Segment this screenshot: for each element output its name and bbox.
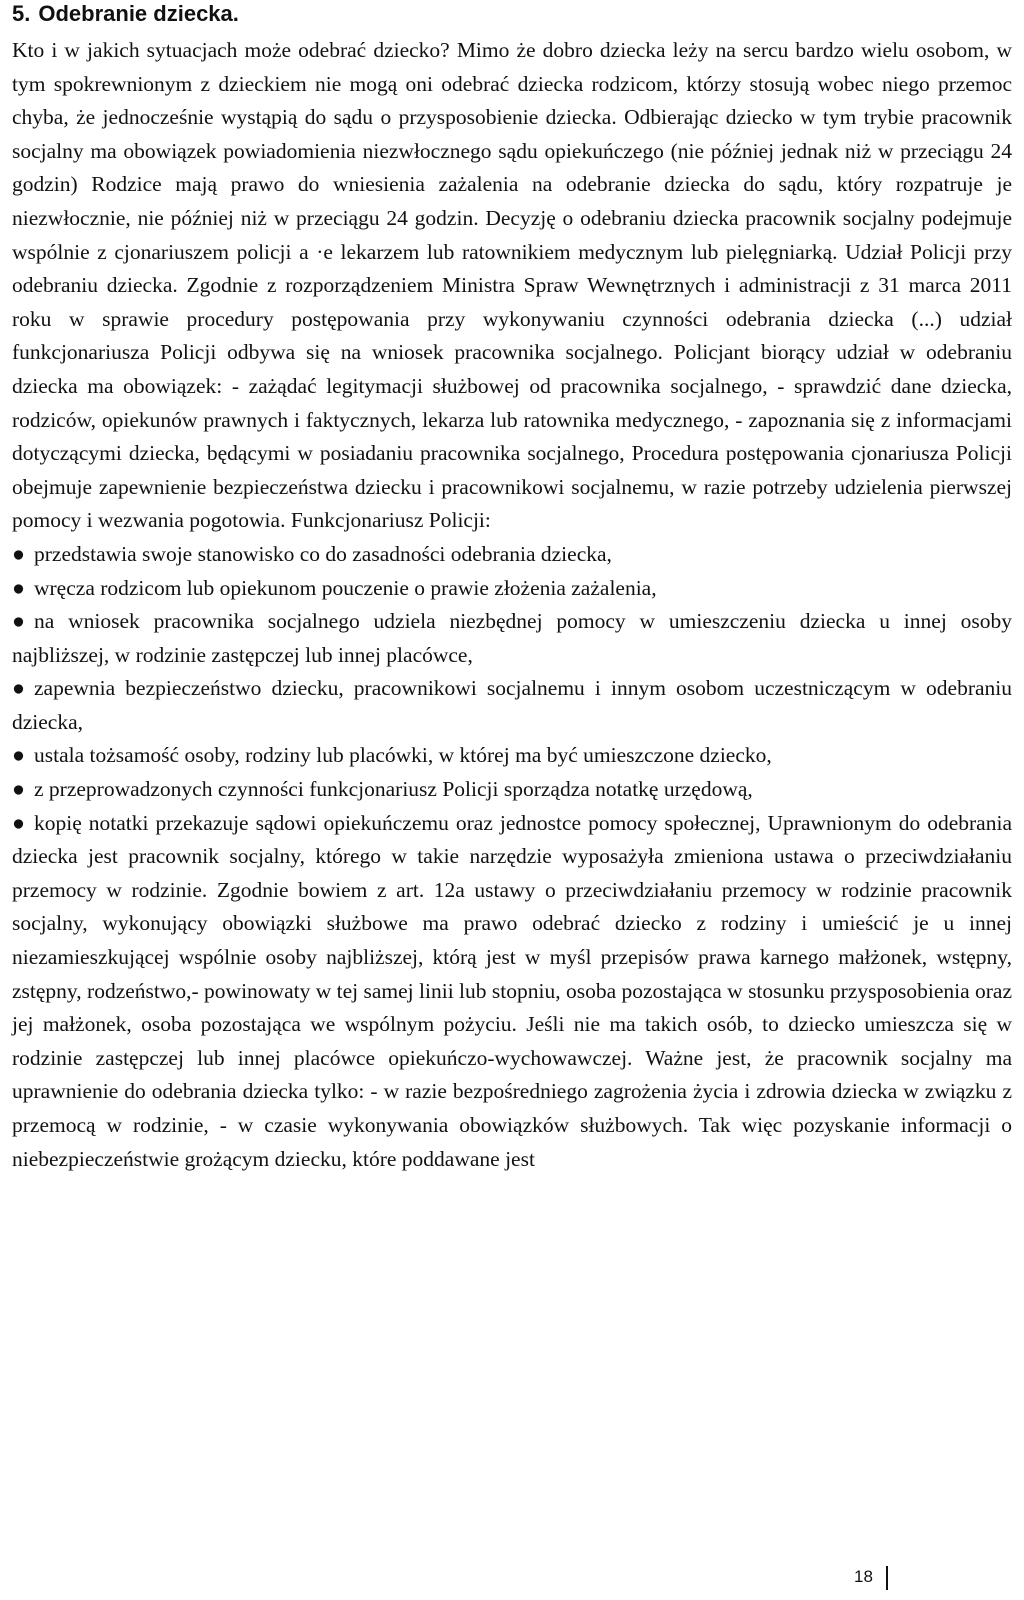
document-page bbox=[8, 0, 1016, 1600]
list-item bbox=[12, 672, 1012, 739]
bullet-icon: ● bbox=[12, 777, 25, 802]
bullet-icon: ● bbox=[12, 676, 25, 701]
list-item-text: z przeprowadzonych czynności funkcjonariusz Policji sporządza notatkę urzędową, bbox=[34, 777, 753, 802]
list-item bbox=[12, 538, 1012, 572]
page-number-divider bbox=[886, 1566, 888, 1590]
list-item-text: przedstawia swoje stanowisko co do zasadności odebrania dziecka, bbox=[34, 541, 612, 566]
list-item-text: na wniosek pracownika socjalnego udziela niezbędnej pomocy w umieszczeniu dziecka u innej osoby najbliższej, w rodzinie zastępczej lub innej placówce, bbox=[12, 609, 1012, 667]
list-item-text: ustala tożsamość osoby, rodziny lub placówki, w której ma być umieszczone dziecko, bbox=[34, 743, 772, 768]
bullet-icon: ● bbox=[12, 541, 25, 566]
list-item-text: zapewnia bezpieczeństwo dziecku, pracownikowi socjalnemu i innym osobom uczestniczącym w odebraniu dziecka, bbox=[12, 676, 1012, 734]
list-item bbox=[12, 773, 1012, 807]
bullet-icon: ● bbox=[12, 743, 25, 768]
police-duties-list bbox=[12, 538, 1012, 1176]
bullet-icon: ● bbox=[12, 609, 25, 634]
bullet-icon: ● bbox=[12, 575, 25, 600]
section-heading bbox=[12, 0, 239, 28]
document-body bbox=[12, 34, 1012, 1176]
bullet-icon: ● bbox=[12, 810, 25, 835]
list-item-text: wręcza rodzicom lub opiekunom pouczenie o prawie złożenia zażalenia, bbox=[34, 575, 657, 600]
list-item bbox=[12, 739, 1012, 773]
page-number: 18 bbox=[854, 1567, 873, 1586]
list-item bbox=[12, 605, 1012, 672]
list-item bbox=[12, 572, 1012, 606]
section-title: Odebranie dziecka. bbox=[38, 1, 239, 26]
section-number: 5. bbox=[12, 1, 31, 26]
intro-paragraph: Kto i w jakich sytuacjach może odebrać dziecko? Mimo że dobro dziecka leży na sercu bardzo wielu osobom, w tym spokrewnionym z dzieckiem nie mogą oni odebrać dziecka rodzicom, którzy stosują wobec niego przemoc chyba, że jednocześnie wystąpią do sądu o przysposobienie dziecka. Odbierając dziecko w tym trybie pracownik socjalny ma obowiązek powiadomienia niezwłocznego sądu opiekuńczego (nie później jednak niż w przeciągu 24 godzin) Rodzice mają prawo do wniesienia zażalenia na odebranie dziecka do sądu, który rozpatruje je niezwłocznie, nie później niż w przeciągu 24 godzin. Decyzję o odebraniu dziecka pracownik socjalny podejmuje wspólnie z cjonariuszem policji a ·e lekarzem lub ratownikiem medycznym lub pielęgniarką. Udział Policji przy odebraniu dziecka. Zgodnie z rozporządzeniem Ministra Spraw Wewnętrznych i administracji z 31 marca 2011 roku w sprawie procedury postępowania przy wykonywaniu czynności odebrania dziecka (...) udział funkcjonariusza Policji odbywa się na wniosek pracownika socjalnego. Policjant biorący udział w odebraniu dziecka ma obowiązek: - zażądać legitymacji służbowej od pracownika socjalnego, - sprawdzić dane dziecka, rodziców, opiekunów prawnych i faktycznych, lekarza lub ratownika medycznego, - zapoznania się z informacjami dotyczącymi dziecka, będącymi w posiadaniu pracownika socjalnego, Procedura postępowania cjonariusza Policji obejmuje zapewnienie bezpieczeństwa dziecku i pracownikowi socjalnemu, w razie potrzeby udzielenia pierwszej pomocy i wezwania pogotowia. Funkcjonariusz Policji: bbox=[12, 38, 1012, 533]
list-item-text: kopię notatki przekazuje sądowi opiekuńczemu oraz jednostce pomocy społecznej, Uprawnionym do odebrania dziecka jest pracownik socjalny, którego w takie narzędzie wyposażyła zmieniona ustawa o przeciwdziałaniu przemocy w rodzinie. Zgodnie bowiem z art. 12a ustawy o przeciwdziałaniu przemocy w rodzinie pracownik socjalny, wykonujący obowiązki służbowe ma prawo odebrać dziecko z rodziny i umieścić je u innej niezamieszkującej wspólnie osoby najbliższej, którą jest w myśl przepisów prawa karnego małżonek, wstępny, zstępny, rodzeństwo,- powinowaty w tej samej linii lub stopniu, osoba pozostająca w stosunku przysposobienia oraz jej małżonek, osoba pozostająca we wspólnym pożyciu. Jeśli nie ma takich osób, to dziecko umieszcza się w rodzinie zastępczej lub innej placówce opiekuńczo-wychowawczej. Ważne jest, że pracownik socjalny ma uprawnienie do odebrania dziecka tylko: - w razie bezpośredniego zagrożenia życia i zdrowia dziecka w związku z przemocą w rodzinie, - w czasie wykonywania obowiązków służbowych. Tak więc pozyskanie informacji o niebezpieczeństwie grożącym dziecku, które poddawane jest bbox=[12, 810, 1012, 1171]
list-item bbox=[12, 807, 1012, 1177]
